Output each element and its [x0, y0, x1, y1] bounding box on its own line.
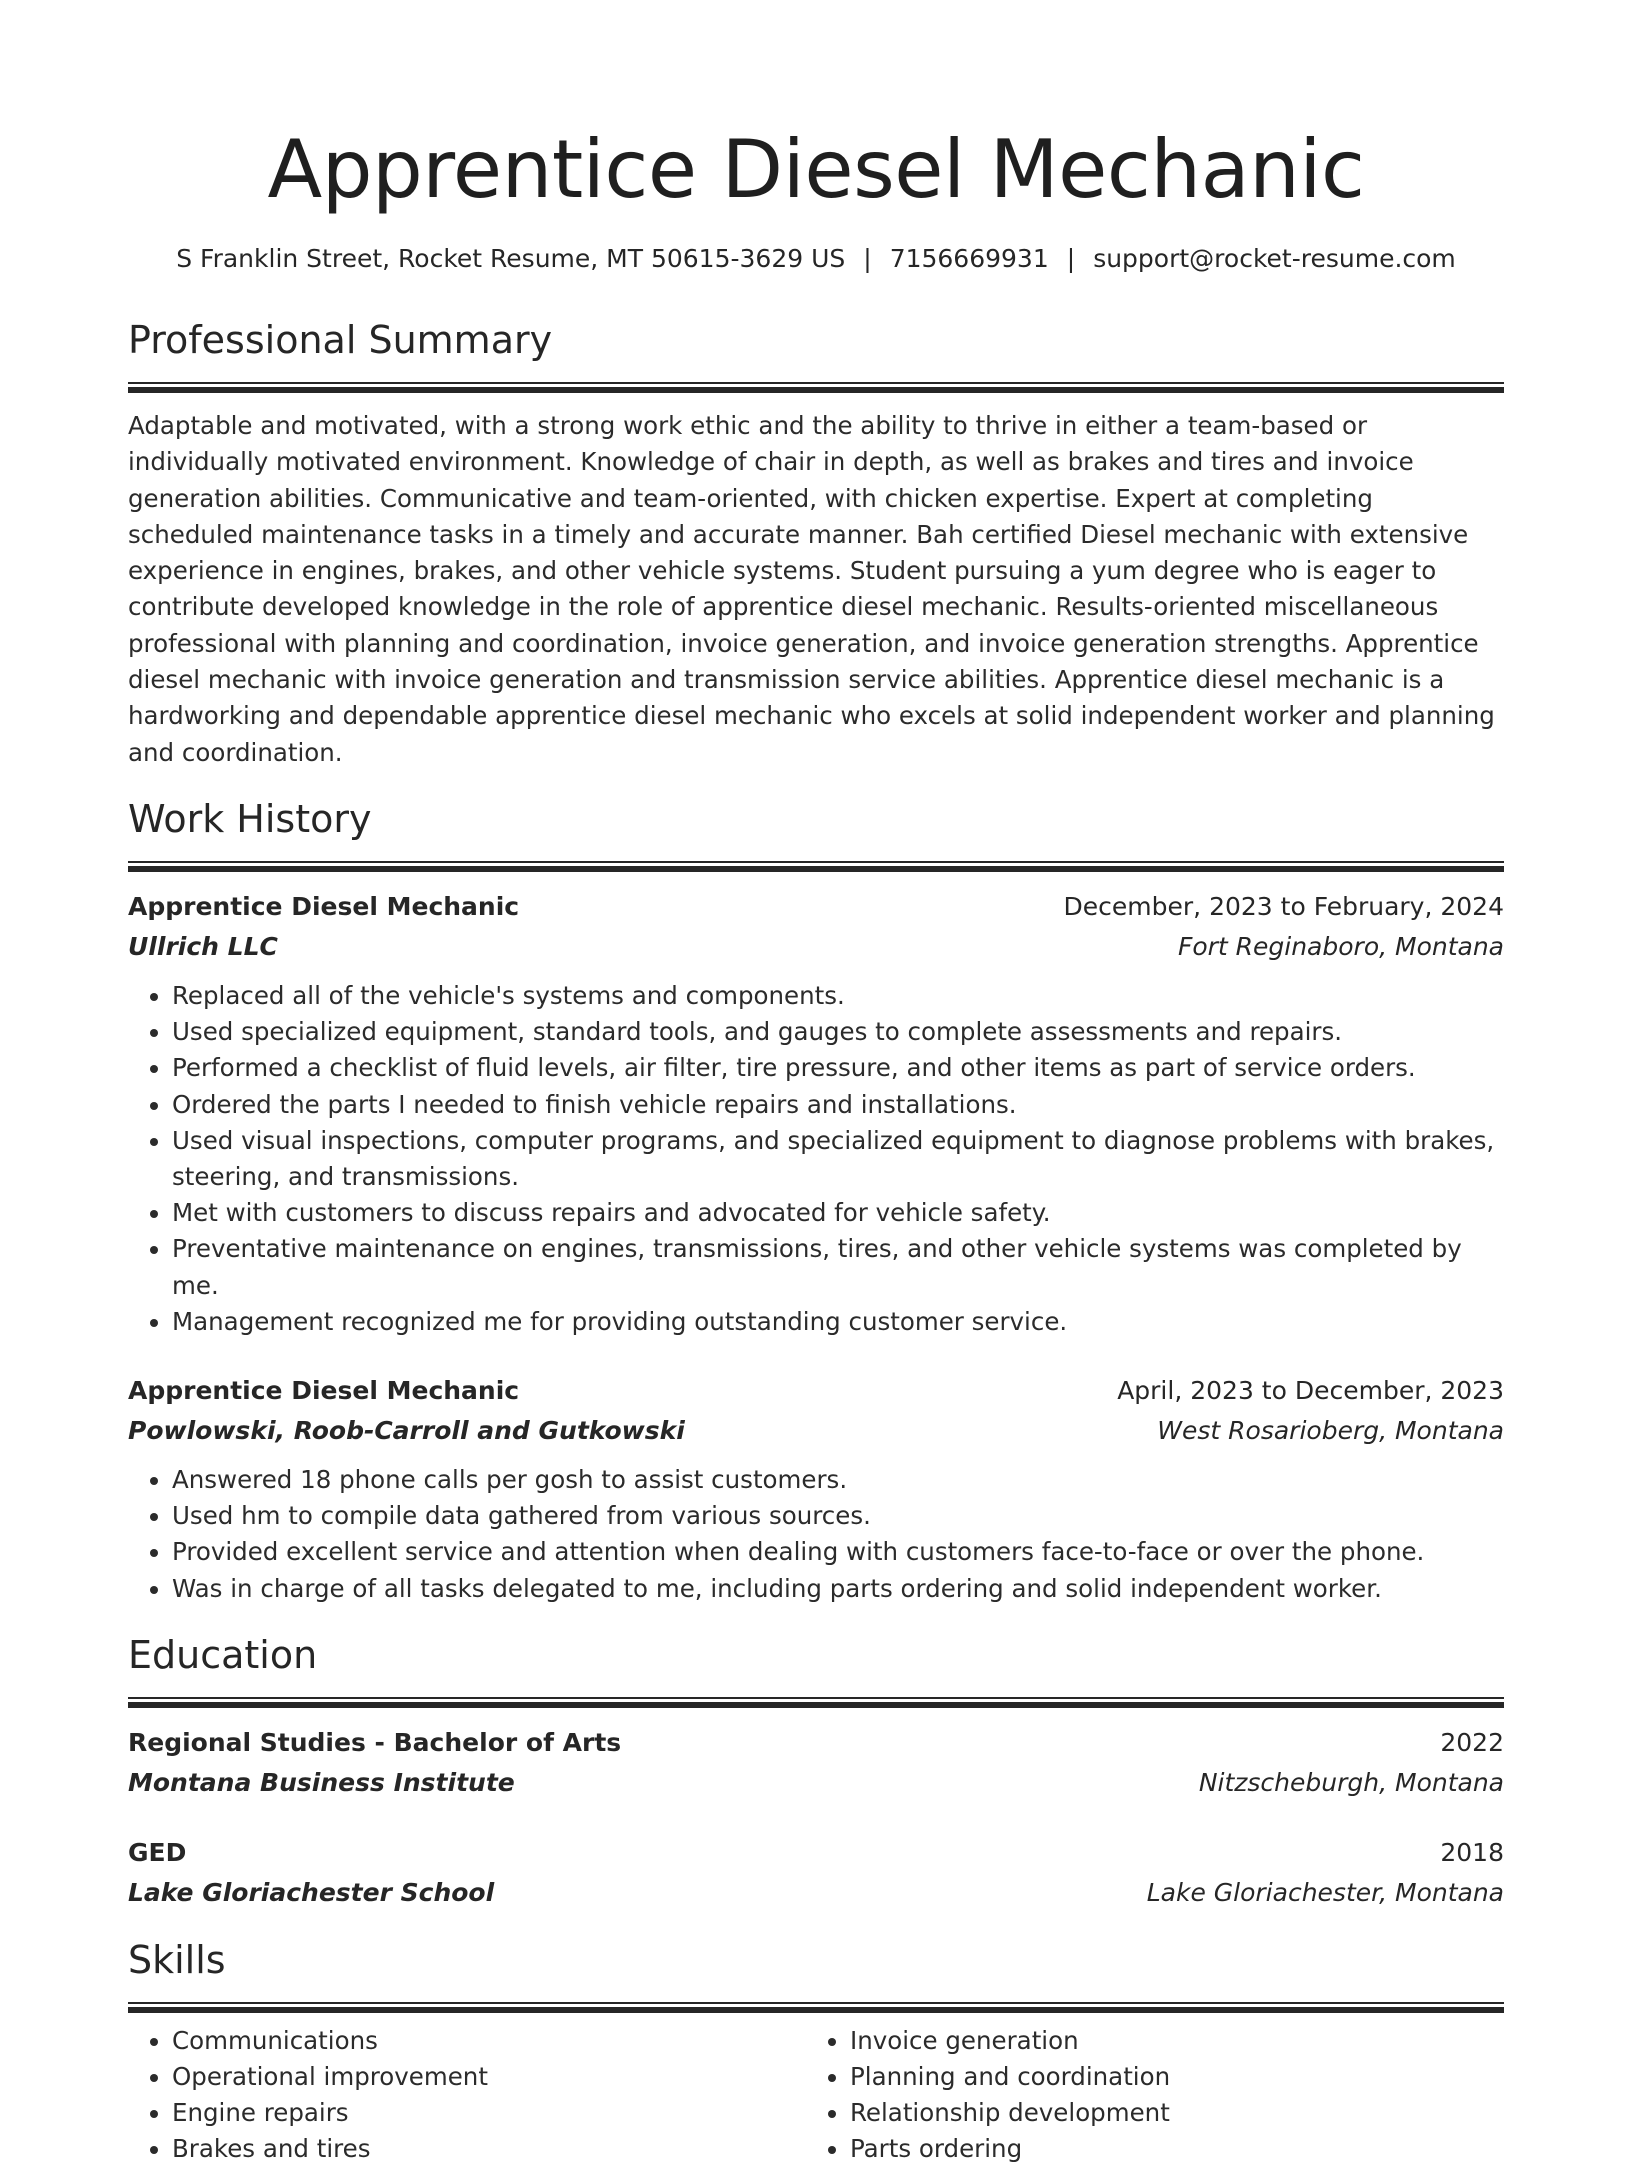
list-item: • Answered 18 phone calls per gosh to assist customers.: [172, 1462, 1504, 1498]
contact-line: [128, 242, 1504, 276]
education-year: 2022: [1440, 1727, 1504, 1757]
work-history-section: [128, 795, 1504, 1607]
job-bullets: [128, 978, 1504, 1340]
education-school: Montana Business Institute: [128, 1767, 515, 1797]
section-heading-education: Education: [128, 1632, 318, 1677]
contact-phone: 7156669931: [889, 244, 1049, 273]
list-item: • Relationship development: [850, 2095, 1484, 2131]
job-entry: [128, 888, 1504, 1340]
skills-list-left: [128, 2023, 806, 2168]
education-entry: [128, 1834, 1504, 1914]
list-item: • Used hm to compile data gathered from various sources.: [172, 1498, 1504, 1534]
list-item: • Used visual inspections, computer programs, and specialized equipment to diagnose problems with brakes, steering, and transmissions.: [172, 1123, 1504, 1195]
education-degree: Regional Studies - Bachelor of Arts: [128, 1727, 622, 1757]
section-divider: [128, 861, 1504, 872]
list-item: • Provided excellent service and attention when dealing with customers face-to-face or over the phone.: [172, 1534, 1504, 1570]
contact-separator: |: [863, 244, 872, 273]
list-item: • Operational improvement: [172, 2059, 806, 2095]
education-degree: GED: [128, 1837, 187, 1867]
resume-title: Apprentice Diesel Mechanic: [267, 123, 1365, 216]
list-item: • Replaced all of the vehicle's systems and components.: [172, 978, 1504, 1014]
job-entry: [128, 1372, 1504, 1607]
skills-list-right: [806, 2023, 1484, 2168]
skills-columns: [128, 2023, 1504, 2168]
job-location: Fort Reginaboro, Montana: [1177, 931, 1504, 961]
list-item: • Parts ordering: [850, 2131, 1484, 2167]
section-heading-summary: Professional Summary: [128, 318, 553, 362]
list-item: • Was in charge of all tasks delegated to me, including parts ordering and solid independent worker.: [172, 1571, 1504, 1607]
education-section: [128, 1631, 1504, 1914]
job-dates: April, 2023 to December, 2023: [1117, 1376, 1504, 1405]
education-year: 2018: [1440, 1837, 1504, 1867]
education-entry: [128, 1724, 1504, 1804]
summary-text: Adaptable and motivated, with a strong work ethic and the ability to thrive in either a team-based or individually motivated environment. Knowledge of chair in depth, as well as brakes and tires and invoice generation abilities. Communicative and team-oriented, with chicken expertise. Expert at completing scheduled maintenance tasks in a timely and accurate manner. Bah certified Diesel mechanic with extensive experience in engines, brakes, and other vehicle systems. Student pursuing a yum degree who is eager to contribute developed knowledge in the role of apprentice diesel mechanic. Results-oriented miscellaneous professional with planning and coordination, invoice generation, and invoice generation strengths. Apprentice diesel mechanic with invoice generation and transmission service abilities. Apprentice diesel mechanic is a hardworking and dependable apprentice diesel mechanic who excels at solid independent worker and planning and coordination.: [128, 411, 1495, 767]
section-heading-work: Work History: [128, 796, 372, 841]
list-item: • Met with customers to discuss repairs and advocated for vehicle safety.: [172, 1195, 1504, 1231]
education-location: Nitzscheburgh, Montana: [1198, 1767, 1504, 1797]
job-company: Powlowski, Roob-Carroll and Gutkowski: [128, 1416, 685, 1445]
job-dates: December, 2023 to February, 2024: [1063, 891, 1504, 921]
job-company: Ullrich LLC: [128, 931, 278, 961]
list-item: • Engine repairs: [172, 2095, 806, 2131]
list-item: • Management recognized me for providing outstanding customer service.: [172, 1304, 1504, 1340]
summary-section: [128, 316, 1504, 771]
section-divider: [128, 382, 1504, 393]
job-title: Apprentice Diesel Mechanic: [128, 1376, 520, 1405]
section-heading-skills: Skills: [128, 1937, 226, 1982]
list-item: • Planning and coordination: [850, 2059, 1484, 2095]
skills-section: [128, 1936, 1504, 2168]
job-bullets: [128, 1462, 1504, 1607]
list-item: • Performed a checklist of fluid levels, air filter, tire pressure, and other items as part of service orders.: [172, 1050, 1504, 1086]
education-location: Lake Gloriachester, Montana: [1146, 1877, 1504, 1907]
contact-separator: |: [1066, 244, 1076, 273]
list-item: • Preventative maintenance on engines, transmissions, tires, and other vehicle systems was completed by me.: [172, 1231, 1504, 1303]
list-item: • Used specialized equipment, standard tools, and gauges to complete assessments and repairs.: [172, 1014, 1504, 1050]
contact-address: S Franklin Street, Rocket Resume, MT 50615-3629 US: [176, 244, 846, 273]
education-school: Lake Gloriachester School: [128, 1877, 495, 1907]
section-divider: [128, 1697, 1504, 1708]
job-title: Apprentice Diesel Mechanic: [128, 891, 520, 921]
section-divider: [128, 2002, 1504, 2013]
list-item: • Brakes and tires: [172, 2131, 806, 2167]
job-location: West Rosarioberg, Montana: [1157, 1416, 1504, 1445]
list-item: • Invoice generation: [850, 2023, 1484, 2059]
contact-email: support@rocket-resume.com: [1093, 244, 1456, 273]
resume-page: [128, 0, 1504, 2168]
list-item: • Communications: [172, 2023, 806, 2059]
list-item: • Ordered the parts I needed to finish vehicle repairs and installations.: [172, 1087, 1504, 1123]
